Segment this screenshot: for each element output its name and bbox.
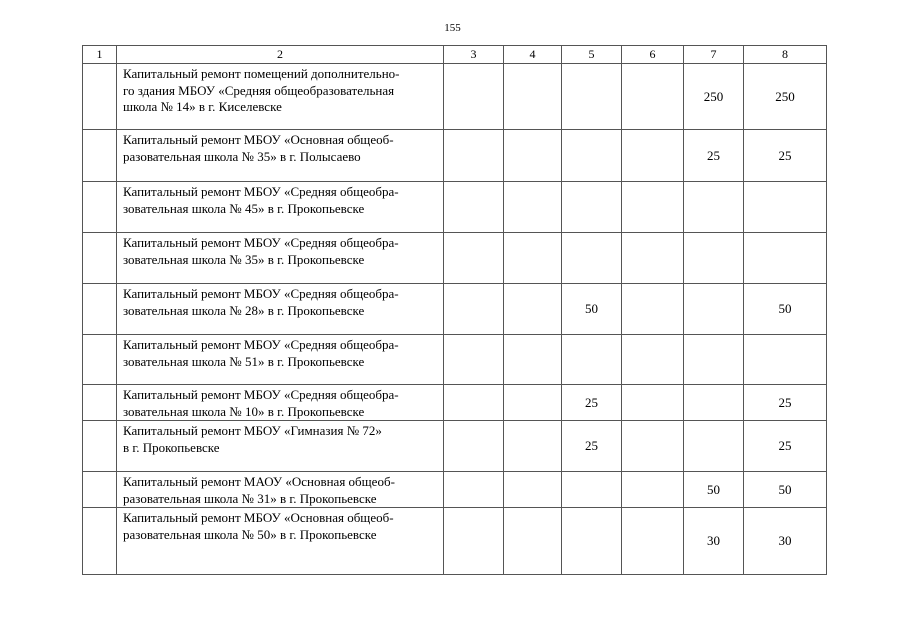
project-name-cell: Капитальный ремонт МАОУ «Основная общеоб- разовательная школа № 31» в г. Прокопьевске [117,472,444,508]
project-name-cell: Капитальный ремонт помещений дополнительно- го здания МБОУ «Средняя общеобразовательная школа № 14» в г. Киселевске [117,64,444,130]
col-4-cell [504,130,562,182]
col-4-cell [504,182,562,233]
project-name-cell: Капитальный ремонт МБОУ «Средняя общеобра- зовательная школа № 10» в г. Прокопьевске [117,385,444,421]
col-5-cell [562,130,622,182]
col-7-cell [684,182,744,233]
col-4-cell [504,421,562,472]
col-5-cell: 25 [562,385,622,421]
col-3-cell [444,182,504,233]
col-6-cell [622,385,684,421]
col-4-cell [504,508,562,575]
col-5-cell: 25 [562,421,622,472]
col-5-cell [562,472,622,508]
row-index-cell [83,385,117,421]
col-5-cell [562,182,622,233]
budget-table [82,45,827,575]
col-6-cell [622,421,684,472]
row-index-cell [83,472,117,508]
header-col-8: 8 [744,46,827,64]
project-name-cell: Капитальный ремонт МБОУ «Средняя общеобра- зовательная школа № 51» в г. Прокопьевске [117,335,444,385]
col-3-cell [444,335,504,385]
col-3-cell [444,233,504,284]
project-name-cell: Капитальный ремонт МБОУ «Средняя общеобра- зовательная школа № 45» в г. Прокопьевске [117,182,444,233]
table-row [83,233,827,284]
col-3-cell [444,385,504,421]
col-4-cell [504,284,562,335]
header-col-3: 3 [444,46,504,64]
col-4-cell [504,233,562,284]
row-index-cell [83,233,117,284]
table-row [83,130,827,182]
col-5-cell [562,335,622,385]
col-7-cell [684,284,744,335]
header-col-7: 7 [684,46,744,64]
col-4-cell [504,385,562,421]
row-index-cell [83,130,117,182]
row-index-cell [83,64,117,130]
col-3-cell [444,284,504,335]
col-6-cell [622,335,684,385]
col-6-cell [622,508,684,575]
table-row [83,508,827,575]
col-7-cell [684,421,744,472]
col-8-cell [744,335,827,385]
col-7-cell: 250 [684,64,744,130]
col-6-cell [622,130,684,182]
col-8-cell: 25 [744,385,827,421]
col-8-cell: 250 [744,64,827,130]
col-7-cell: 50 [684,472,744,508]
row-index-cell [83,182,117,233]
col-8-cell: 50 [744,284,827,335]
col-7-cell: 30 [684,508,744,575]
col-7-cell [684,335,744,385]
project-name-cell: Капитальный ремонт МБОУ «Средняя общеобра- зовательная школа № 28» в г. Прокопьевске [117,284,444,335]
header-col-4: 4 [504,46,562,64]
table-row [83,284,827,335]
col-8-cell [744,182,827,233]
table-row [83,335,827,385]
table-row [83,385,827,421]
header-col-6: 6 [622,46,684,64]
col-6-cell [622,472,684,508]
col-8-cell: 50 [744,472,827,508]
row-index-cell [83,284,117,335]
table-row [83,421,827,472]
col-6-cell [622,182,684,233]
header-col-5: 5 [562,46,622,64]
col-8-cell [744,233,827,284]
col-3-cell [444,472,504,508]
col-4-cell [504,335,562,385]
header-col-2: 2 [117,46,444,64]
page-number: 155 [444,22,461,34]
col-3-cell [444,130,504,182]
project-name-cell: Капитальный ремонт МБОУ «Гимназия № 72» в г. Прокопьевске [117,421,444,472]
row-index-cell [83,508,117,575]
col-5-cell [562,64,622,130]
project-name-cell: Капитальный ремонт МБОУ «Основная общеоб- разовательная школа № 35» в г. Полысаево [117,130,444,182]
project-name-cell: Капитальный ремонт МБОУ «Основная общеоб- разовательная школа № 50» в г. Прокопьевске [117,508,444,575]
col-3-cell [444,421,504,472]
col-4-cell [504,64,562,130]
col-3-cell [444,508,504,575]
col-7-cell [684,233,744,284]
col-6-cell [622,284,684,335]
col-3-cell [444,64,504,130]
col-8-cell: 25 [744,421,827,472]
project-name-cell: Капитальный ремонт МБОУ «Средняя общеобра- зовательная школа № 35» в г. Прокопьевске [117,233,444,284]
table-row [83,182,827,233]
header-col-1: 1 [83,46,117,64]
col-6-cell [622,64,684,130]
col-7-cell [684,385,744,421]
table-row [83,64,827,130]
col-5-cell [562,233,622,284]
col-8-cell: 30 [744,508,827,575]
col-6-cell [622,233,684,284]
row-index-cell [83,335,117,385]
table-row [83,472,827,508]
row-index-cell [83,421,117,472]
table-header-row [83,46,827,64]
col-5-cell [562,508,622,575]
col-7-cell: 25 [684,130,744,182]
col-4-cell [504,472,562,508]
col-5-cell: 50 [562,284,622,335]
col-8-cell: 25 [744,130,827,182]
